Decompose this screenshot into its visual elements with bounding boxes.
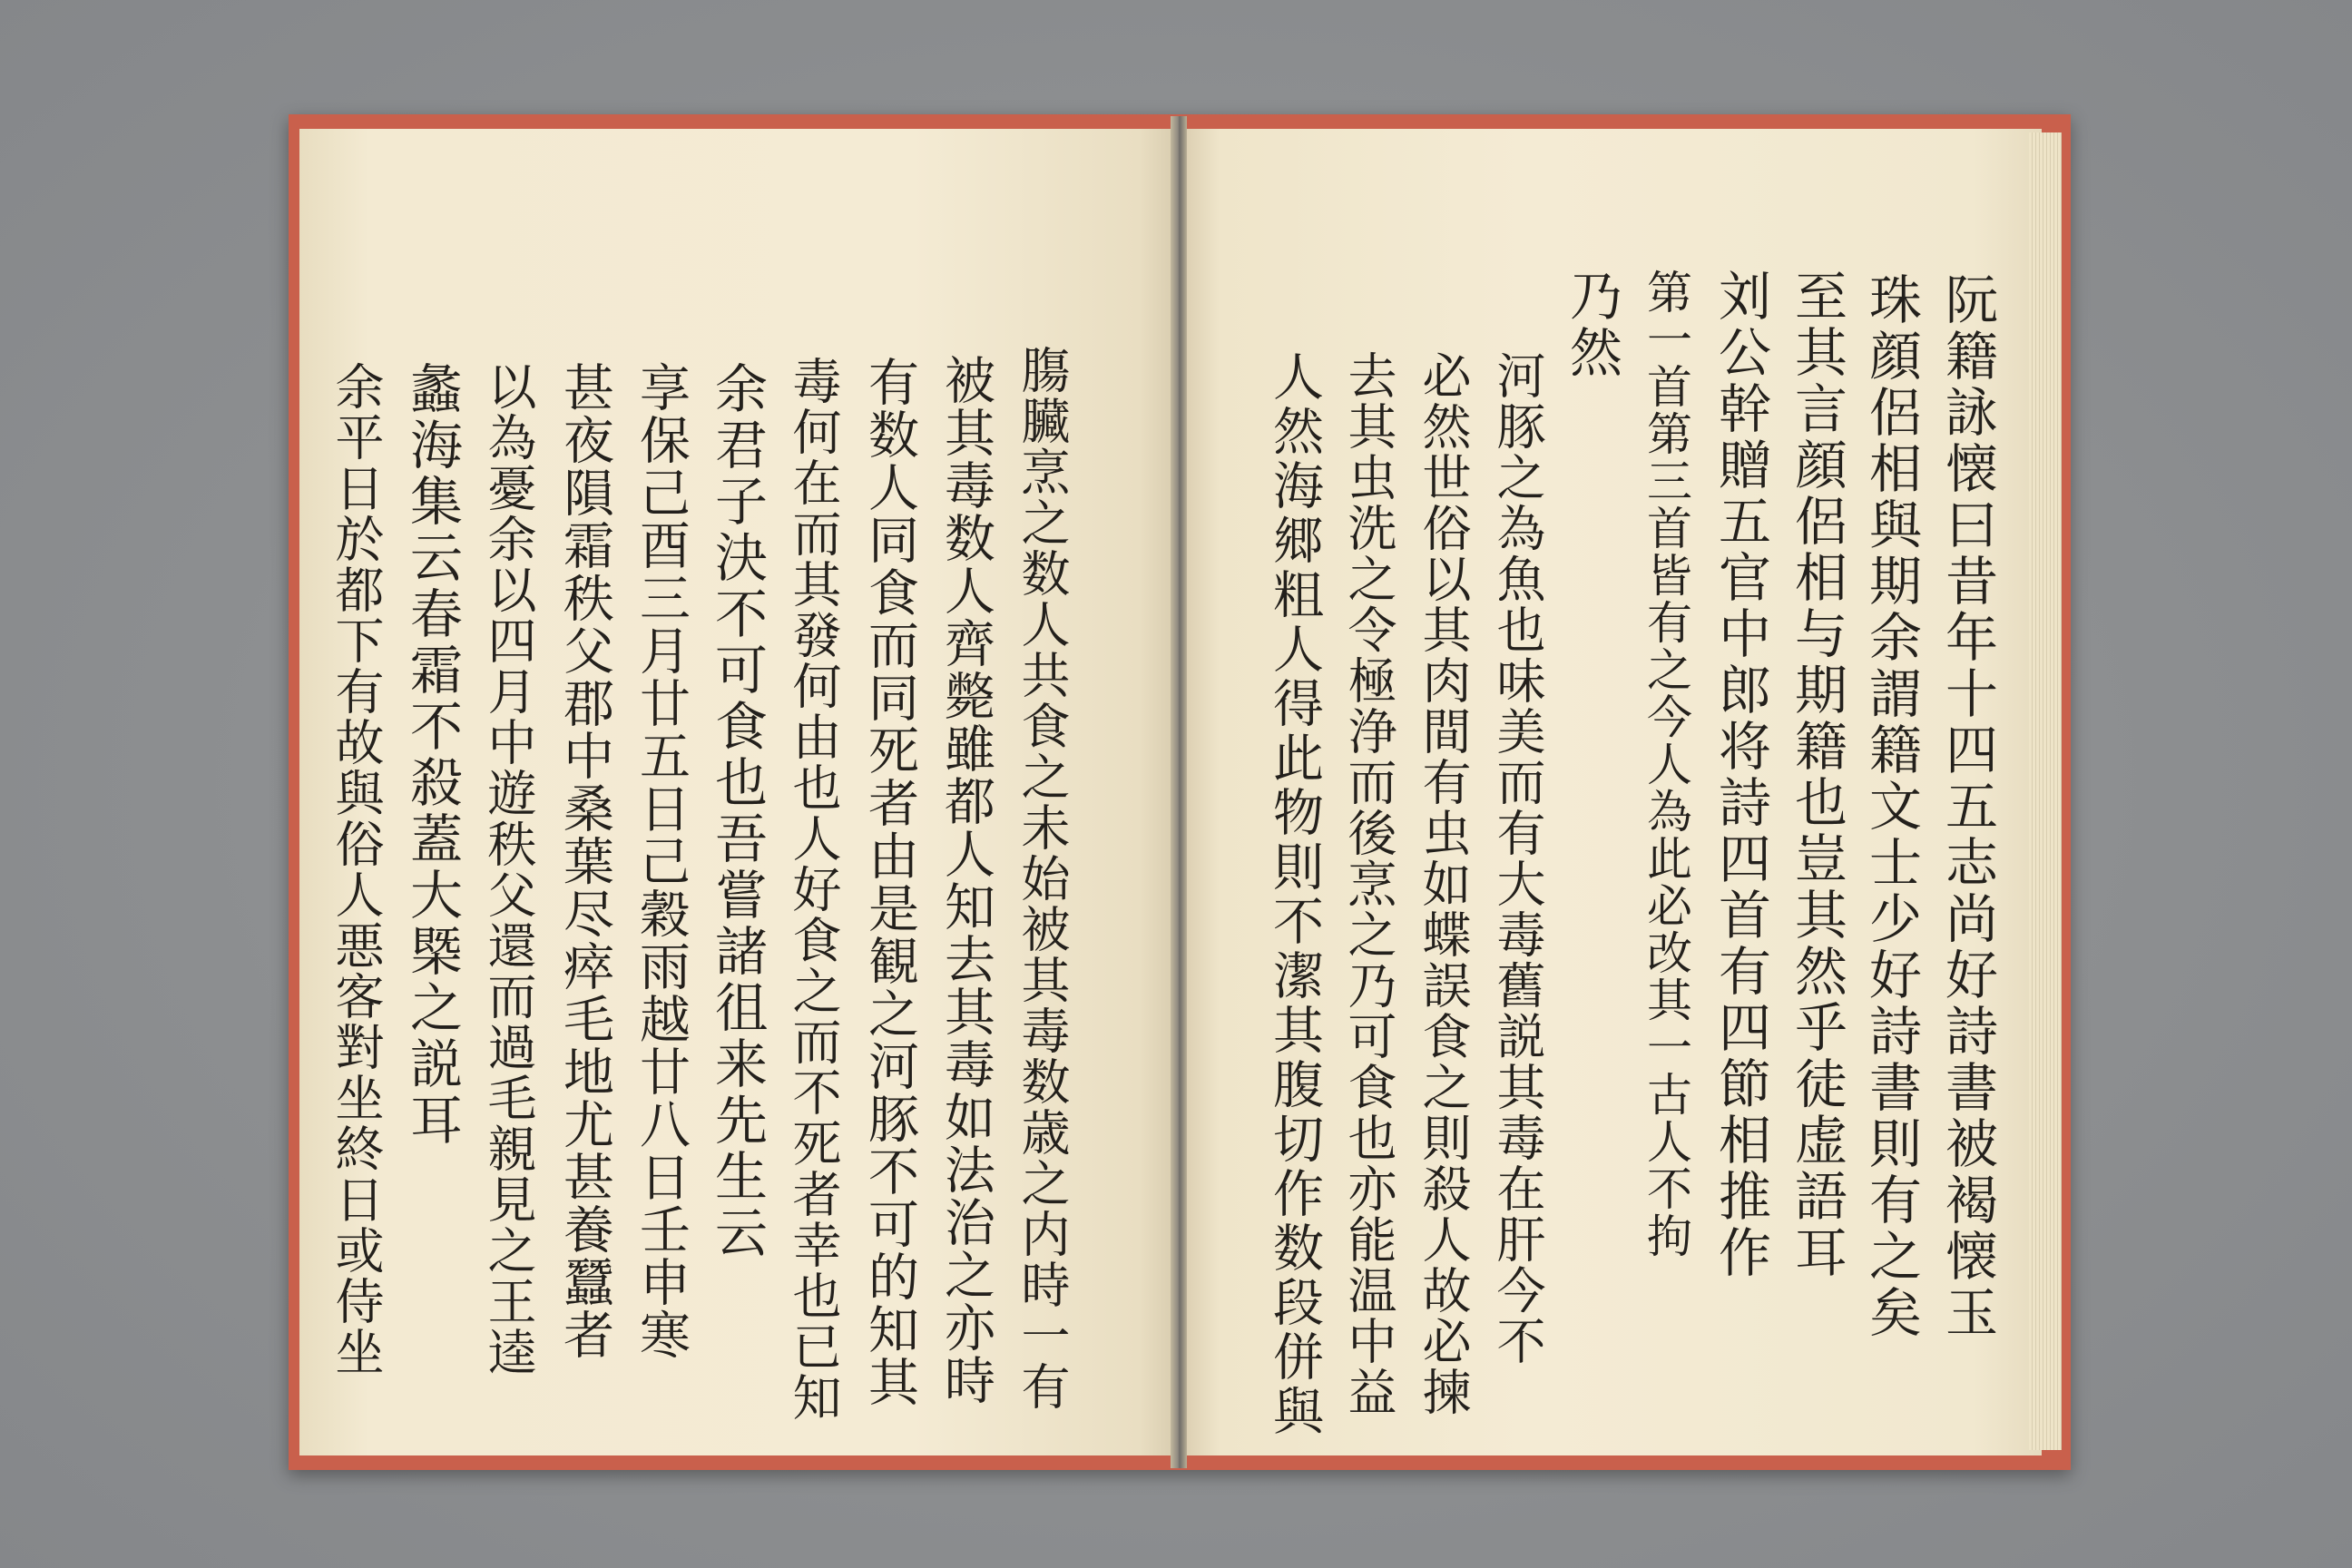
- left-column-8: 以為憂余以四月中遊秩父還而過毛親見之王逵: [480, 361, 537, 1377]
- right-column-7: 河豚之為魚也味美而有大毒舊説其毒在肝今不: [1489, 350, 1546, 1367]
- left-column-9: 蠡海集云春霜不殺蓋大槩之説耳: [401, 361, 463, 1149]
- left-column-5: 余君子決不可食也吾嘗諸徂来先生云: [706, 361, 768, 1261]
- right-column-3: 至其言顔侶相与期籍也豈其然乎徒虚語耳: [1786, 269, 1847, 1281]
- left-column-3: 有数人同食而同死者由是観之河豚不可的知其: [860, 356, 919, 1408]
- right-column-8: 必然世俗以其肉間有虫如蝶誤食之則殺人故必揀: [1415, 350, 1472, 1417]
- left-column-4: 毒何在而其發何由也人好食之而不死者幸也已知: [785, 356, 842, 1423]
- right-column-2: 珠顔侶相與期余謂籍文士少好詩書則有之矣: [1860, 272, 1922, 1341]
- left-column-6: 享保己酉三月廿五日己穀雨越廿八日壬申寒: [632, 361, 691, 1361]
- right-column-10: 人然海郷粗人得此物則不潔其腹切作数段併與: [1265, 350, 1324, 1439]
- left-column-2: 被其毒数人齊斃雖都人知去其毒如法治之亦時: [936, 354, 995, 1406]
- left-column-1: 膓臟烹之数人共食之未始被其毒数歳之内時一有: [1014, 345, 1071, 1412]
- right-column-5: 第一首第三首皆有之今人為此必改其一古人不拘: [1640, 269, 1692, 1259]
- left-column-10: 余平日於都下有故與俗人悪客對坐終日或侍坐: [328, 361, 385, 1377]
- right-column-6: 乃然: [1561, 269, 1622, 381]
- right-column-1: 阮籍詠懐曰昔年十四五志尚好詩書被褐懐玉: [1936, 272, 1998, 1341]
- right-column-4: 刘公幹贈五官中郎将詩四首有四節相推作: [1710, 269, 1771, 1281]
- left-column-7: 甚夜隕霜秩父郡中桑葉尽瘁毛地尤甚養蠶者: [555, 361, 614, 1361]
- right-column-9: 去其虫洗之令極浄而後烹之乃可食也亦能温中益: [1340, 350, 1397, 1417]
